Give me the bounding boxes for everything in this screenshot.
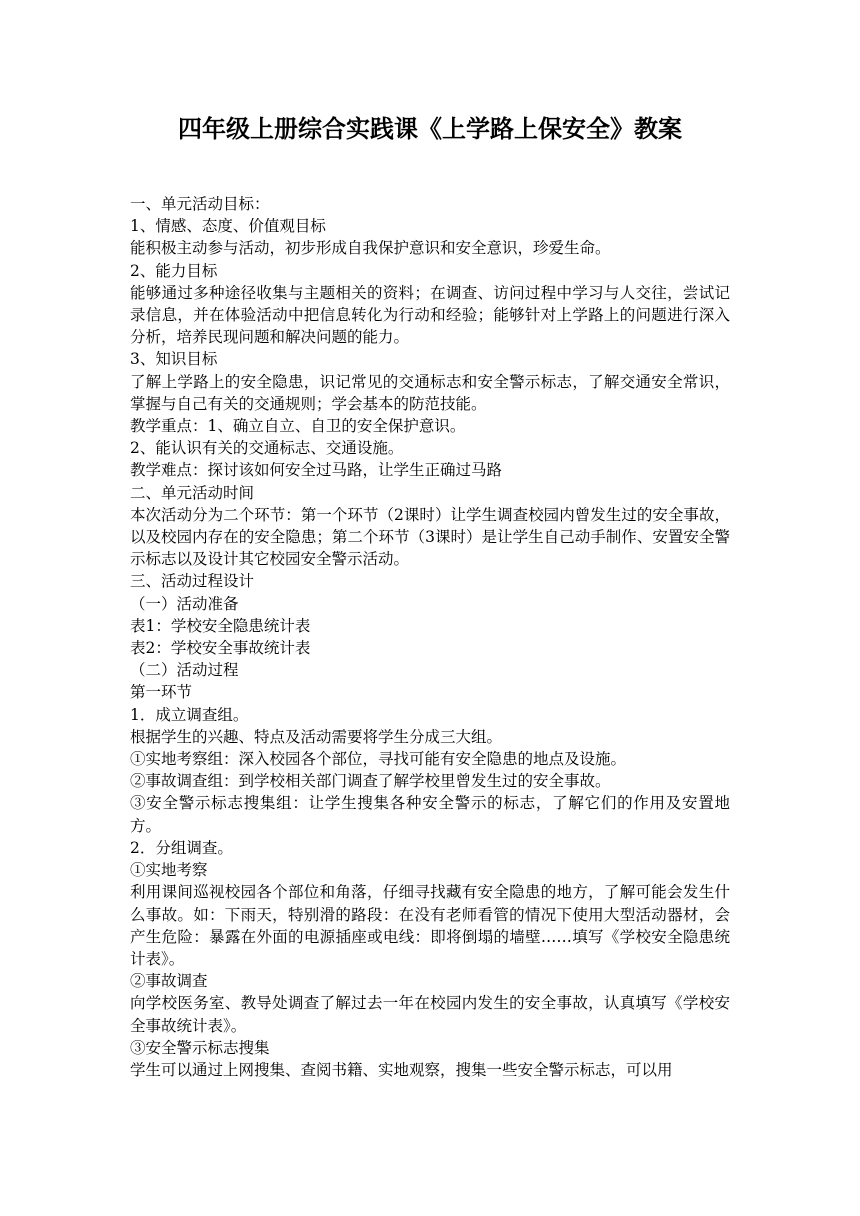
table-reference: 表1：学校安全隐患统计表 [130, 616, 311, 635]
paragraph: 向学校医务室、教导处调查了解过去一年在校园内发生的安全事故，认真填写《学校安全事故统计表》。 [130, 994, 730, 1035]
paragraph: 本次活动分为二个环节：第一个环节（2课时）让学生调查校园内曾发生过的安全事故，以及校园内存在的安全隐患；第二个环节（3课时）是让学生自己动手制作、安置安全警示标志以及设计其它校园安全警示活动。 [130, 505, 730, 569]
document-title: 四年级上册综合实践课《上学路上保安全》教案 [178, 114, 682, 143]
step-heading: 1．成立调查组。 [130, 705, 249, 724]
stage-heading: 第一环节 [130, 683, 193, 702]
key-point-item: 2、能认识有关的交通标志、交通设施。 [130, 439, 404, 458]
section-heading: 一、单元活动目标： [130, 195, 270, 213]
document-body [130, 193, 730, 1081]
paragraph: 能积极主动参与活动，初步形成自我保护意识和安全意识，珍爱生命。 [130, 239, 611, 258]
list-item: ③安全警示标志搜集组：让学生搜集各种安全警示的标志，了解它们的作用及安置地方。 [130, 794, 730, 835]
subsection-heading: （二）活动过程 [130, 661, 239, 680]
section-heading: 二、单元活动时间 [130, 483, 255, 502]
subsection-heading: （一）活动准备 [130, 594, 239, 613]
paragraph: 利用课间巡视校园各个部位和角落，仔细寻找藏有安全隐患的地方，了解可能会发生什么事故。如：下雨天，特别滑的路段：在没有老师看管的情况下使用大型活动器材，会产生危险：暴露在外面的电源插座或电线：即将倒塌的墙壁……填写《学校安全隐患统计表》。 [130, 883, 730, 968]
step-heading: 2．分组调查。 [130, 838, 233, 857]
list-item: ②事故调查组：到学校相关部门调查了解学校里曾发生过的安全事故。 [130, 772, 611, 791]
section-heading: 三、活动过程设计 [130, 572, 255, 591]
subsection-heading: 2、能力目标 [130, 261, 218, 280]
list-item-heading: ①实地考察 [130, 861, 208, 880]
paragraph: 能够通过多种途径收集与主题相关的资料；在调查、访问过程中学习与人交往，尝试记录信息，并在体验活动中把信息转化为行动和经验；能够针对上学路上的问题进行深入分析，培养民现问题和解决问题的能力。 [130, 283, 730, 347]
list-item-heading: ②事故调查 [130, 972, 208, 991]
subsection-heading: 1、情感、态度、价值观目标 [130, 217, 326, 236]
key-point: 教学重点：1、确立自立、自卫的安全保护意识。 [130, 417, 466, 436]
difficult-point: 教学难点：探讨该如何安全过马路，让学生正确过马路 [130, 461, 503, 480]
table-reference: 表2：学校安全事故统计表 [130, 639, 311, 658]
paragraph: 学生可以通过上网搜集、查阅书籍、实地观察，搜集一些安全警示标志，可以用 [130, 1060, 673, 1079]
paragraph: 了解上学路上的安全隐患，识记常见的交通标志和安全警示标志，了解交通安全常识，掌握与自己有关的交通规则；学会基本的防范技能。 [130, 372, 730, 413]
list-item-heading: ③安全警示标志搜集 [130, 1038, 270, 1057]
paragraph: 根据学生的兴趣、特点及活动需要将学生分成三大组。 [130, 727, 503, 746]
subsection-heading: 3、知识目标 [130, 350, 218, 369]
list-item: ①实地考察组：深入校园各个部位，寻找可能有安全隐患的地点及设施。 [130, 750, 627, 769]
